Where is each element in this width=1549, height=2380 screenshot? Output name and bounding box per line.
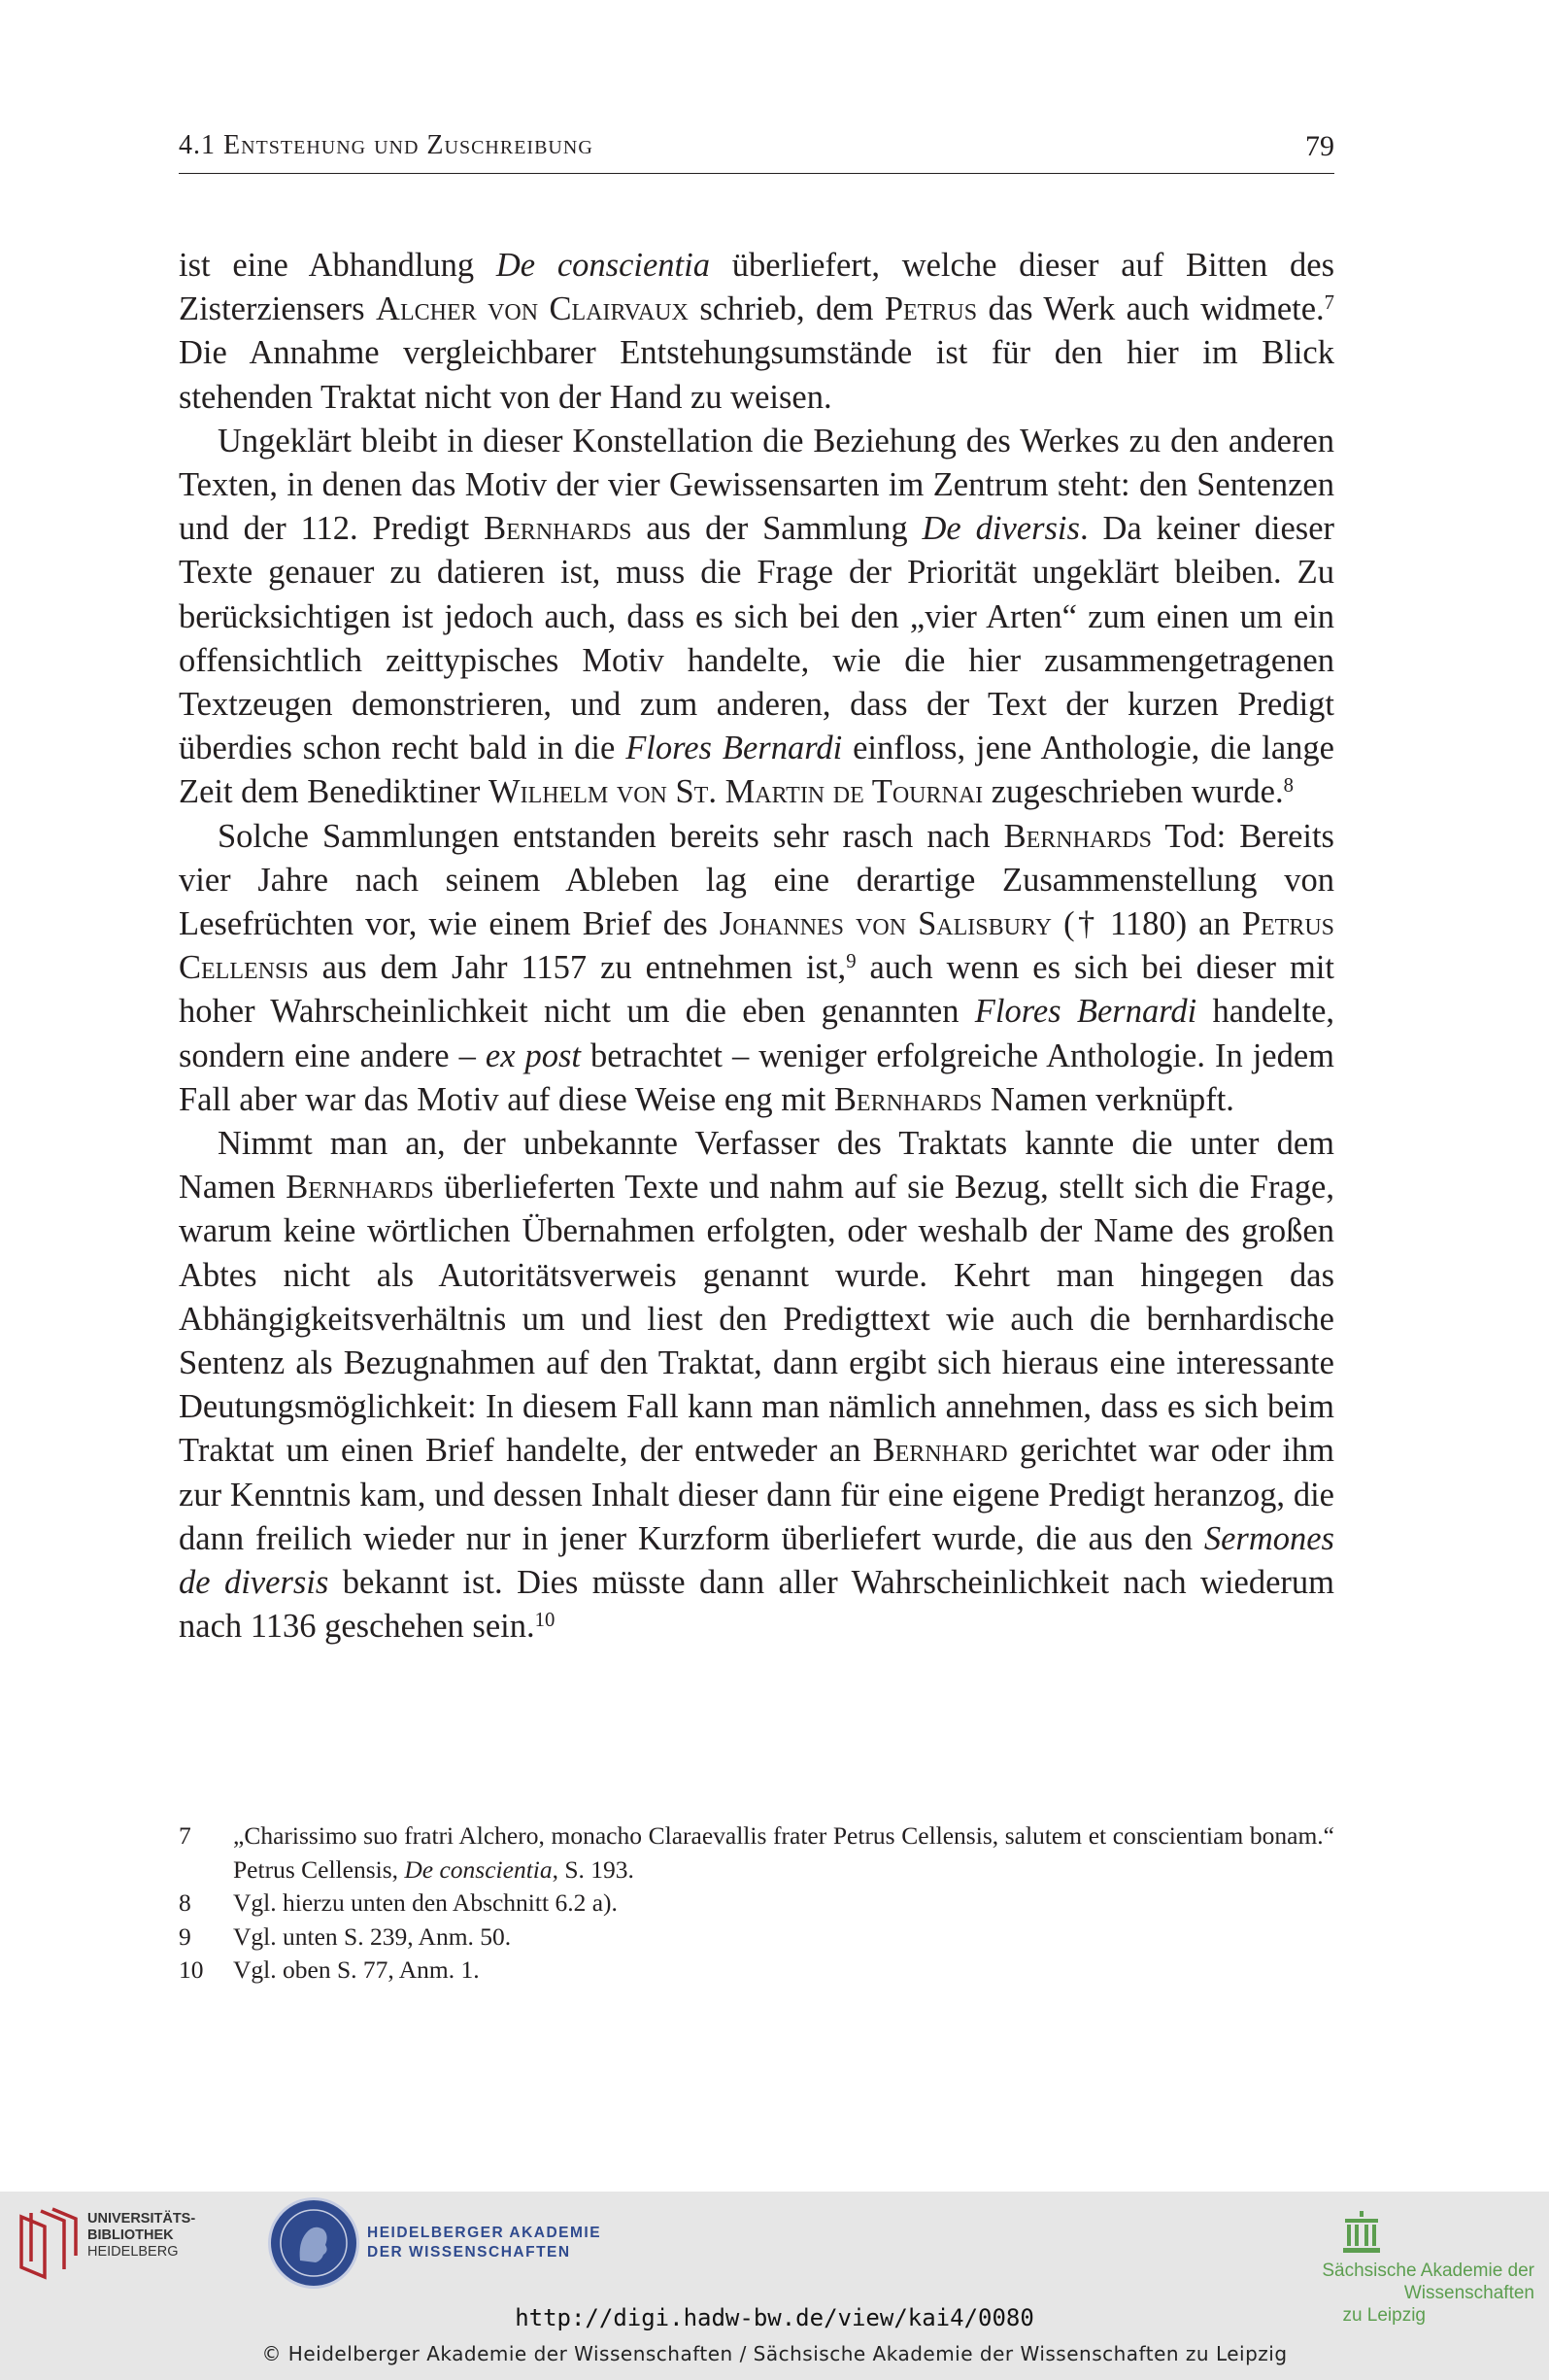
- paragraph-1: [179, 244, 1334, 420]
- footnote: [179, 1819, 1334, 1887]
- text-run: gerichtet war oder ihm zur Kenntnis kam, und dessen Inhalt dieser dann für eine eigene Predigt heranzog, die dann freilich wieder nur in jener Kurzform überliefert wurde, die aus den: [179, 1432, 1334, 1557]
- paragraph-4: [179, 1122, 1334, 1649]
- academy-name-line: zu Leipzig: [1342, 2305, 1426, 2326]
- footnote-number: 9: [179, 1921, 191, 1951]
- footnote-ref[interactable]: 9: [846, 950, 857, 972]
- academy-name-line: DER WISSENSCHAFTEN: [367, 2244, 571, 2261]
- text-run: überliefert, welche dieser auf Bitten des Zisterziensers: [179, 247, 1335, 328]
- footnote-number: 10: [179, 1955, 204, 1984]
- italic-title: De conscientia: [404, 1854, 553, 1884]
- footnote-ref[interactable]: 7: [1324, 291, 1334, 314]
- text-run: einfloss, jene Anthologie, die lange Zeit dem Benediktiner: [179, 730, 1334, 811]
- person-name: Bernhard: [872, 1432, 1008, 1470]
- academy-name-line: Sächsische Akademie der Wissenschaften: [1322, 2261, 1534, 2303]
- paragraph-3: [179, 815, 1334, 1122]
- running-header: [179, 130, 1334, 174]
- body-text: [179, 244, 1334, 1649]
- text-run: († 1180) an: [1052, 905, 1242, 943]
- italic-phrase: ex post: [485, 1037, 582, 1074]
- text-run: schrieb, dem: [688, 290, 885, 328]
- academy-name-line: HEIDELBERGER AKADEMIE: [367, 2225, 602, 2241]
- italic-title: De diversis: [922, 510, 1080, 548]
- section-title: Entstehung und Zuschreibung: [223, 130, 593, 160]
- italic-title: Flores Bernardi: [974, 993, 1197, 1031]
- person-name: Bernhards: [1003, 817, 1152, 855]
- text-run: Solche Sammlungen entstanden bereits sehr rasch nach: [218, 817, 1004, 855]
- library-name-line: HEIDELBERG: [87, 2244, 179, 2260]
- permalink-url[interactable]: http://digi.hadw-bw.de/view/kai4/0080: [515, 2304, 1034, 2331]
- person-name: Petrus Cellensis: [179, 905, 1335, 987]
- person-name: Alcher von Clairvaux: [376, 290, 689, 328]
- person-name: Johannes von Salisbury: [719, 905, 1052, 943]
- italic-title: De conscientia: [495, 247, 710, 284]
- university-library-name: [87, 2211, 195, 2261]
- footnote-number: 7: [179, 1821, 191, 1850]
- text-run: Nimmt man an, der unbekannte Verfasser des Traktats kannte die unter dem Namen: [179, 1125, 1334, 1207]
- text-run: Tod: Bereits vier Jahre nach seinem Ableben lag eine derartige Zusammenstellung von Lesefrüchten vor, wie einem Brief des: [179, 817, 1334, 943]
- library-name-line: UNIVERSITÄTS-: [87, 2211, 196, 2227]
- footnote-number: 8: [179, 1888, 191, 1917]
- library-name-line: BIBLIOTHEK: [87, 2227, 174, 2243]
- footnote-ref[interactable]: 8: [1283, 775, 1294, 798]
- heidelberg-academy-name: [367, 2224, 601, 2262]
- footnote-text: „Charissimo suo fratri Alchero, monacho Claraevallis frater Petrus Cellensis, salutem et conscientiam bonam.“ Petrus Cellensis,: [233, 1821, 1334, 1884]
- text-run: Namen verknüpft.: [982, 1080, 1234, 1118]
- footnote-text: , S. 193.: [552, 1854, 634, 1884]
- person-name: Wilhelm von St. Martin de Tournai: [488, 773, 984, 811]
- text-run: bekannt ist. Dies müsste dann aller Wahrscheinlichkeit nach wiederum nach 1136 geschehen sein.: [179, 1564, 1334, 1646]
- text-run: handelte, sondern eine andere –: [179, 993, 1335, 1074]
- text-run: auch wenn es sich bei dieser mit hoher Wahrscheinlichkeit nicht um die eben genannten: [179, 949, 1334, 1031]
- person-name: Bernhards: [484, 510, 632, 548]
- person-name: Bernhards: [833, 1080, 983, 1118]
- text-run: überlieferten Texte und nahm auf sie Bezug, stellt sich die Frage, warum keine wörtlichen Übernahmen erfolgten, oder weshalb der Name des großen Abtes nicht als Autoritätsverweis genannt wurde. Kehrt man hingegen das Abhängigkeitsverhältnis um und liest den Predigttext wie auch die bernhardische Sentenz als Bezugnahmen auf den Traktat, dann ergibt sich hieraus eine interessante Deutungsmöglichkeit: In diesem Fall kann man nämlich annehmen, dass es sich beim Traktat um einen Brief handelte, der entweder an: [179, 1169, 1334, 1470]
- text-run: aus der Sammlung: [631, 510, 923, 548]
- text-run: aus dem Jahr 1157 zu entnehmen ist,: [308, 949, 847, 987]
- italic-title: Flores Bernardi: [625, 730, 843, 767]
- footnote-ref[interactable]: 10: [534, 1609, 556, 1631]
- footnote: [179, 1921, 1334, 1955]
- text-run: das Werk auch widmete.: [977, 290, 1325, 328]
- person-name: Petrus: [884, 290, 978, 328]
- footnotes: [179, 1819, 1334, 1988]
- text-run: Ungeklärt bleibt in dieser Konstellation die Beziehung des Werkes zu den anderen Texten, in denen das Motiv der vier Gewissensarten im Zentrum steht: den Sentenzen und der 112. Predigt: [179, 422, 1334, 548]
- person-name: Bernhards: [286, 1169, 434, 1207]
- paragraph-2: [179, 420, 1334, 815]
- footnote: [179, 1954, 1334, 1988]
- footnote-text: Vgl. unten S. 239, Anm. 50.: [233, 1921, 512, 1951]
- copyright-notice: © Heidelberger Akademie der Wissenschaften / Sächsische Akademie der Wissenschaften zu Leipzig: [261, 2342, 1288, 2365]
- footnote-text: Vgl. oben S. 77, Anm. 1.: [233, 1955, 480, 1984]
- seal-portrait-icon: [271, 2200, 356, 2286]
- text-run: betrachtet – weniger erfolgreiche Anthologie. In jedem Fall aber war das Motiv auf diese Weise eng mit: [179, 1037, 1334, 1118]
- text-run: . Da keiner dieser Texte genauer zu datieren ist, muss die Frage der Priorität ungeklärt bleiben. Zu berücksichtigen ist jedoch auch, dass es sich bei den „vier Arten“ zum einen um ein offensichtlich zeittypisches Motiv handelte, wie die hier zusammengetragenen Textzeugen demonstrieren, und zum anderen, dass der Text der kurzen Predigt überdies schon recht bald in die: [179, 510, 1334, 767]
- text-run: ist eine Abhandlung: [179, 247, 496, 284]
- page-number: 79: [1305, 130, 1334, 162]
- section-number: 4.1: [179, 130, 216, 160]
- running-head-title: [179, 130, 593, 161]
- footnote: [179, 1887, 1334, 1921]
- saxon-academy-icon: [1343, 2211, 1380, 2254]
- footnote-text: Vgl. hierzu unten den Abschnitt 6.2 a).: [233, 1888, 618, 1917]
- academy-seal-icon: [268, 2197, 359, 2289]
- text-run: zugeschrieben wurde.: [983, 773, 1284, 811]
- italic-title: Sermones de diversis: [179, 1519, 1334, 1602]
- text-run: Die Annahme vergleichbarer Entstehungsumstände ist für den hier im Blick stehenden Traktat nicht von der Hand zu weisen.: [179, 334, 1334, 416]
